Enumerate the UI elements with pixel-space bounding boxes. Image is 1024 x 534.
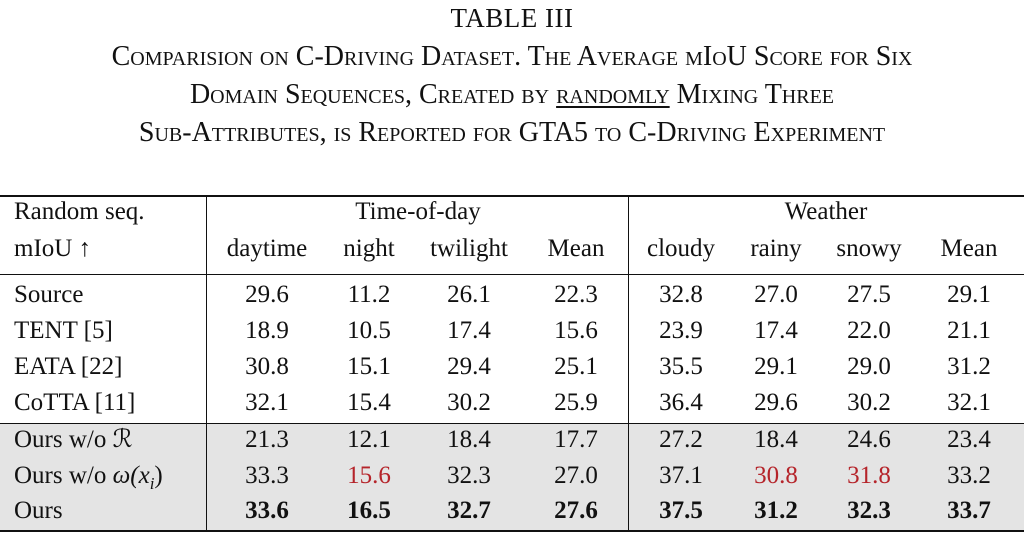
- table-cell-best: 27.6: [554, 497, 598, 524]
- mid-rule: [0, 423, 1024, 424]
- table-cell: 18.4: [447, 426, 491, 453]
- top-rule: [0, 195, 1024, 197]
- table-cell-best: 32.3: [847, 497, 891, 524]
- table-cell: 25.1: [554, 353, 598, 380]
- table-cell: 22.3: [554, 281, 598, 308]
- table-cell-best: 33.7: [947, 497, 991, 524]
- table-cell: 33.2: [947, 462, 991, 489]
- row-method-ours-wo-omega: [14, 461, 163, 499]
- col-header-rainy: rainy: [750, 235, 802, 262]
- col-header-mean-weather: Mean: [940, 235, 998, 262]
- table-cell: 17.4: [447, 317, 491, 344]
- header-random-seq: Random seq.: [14, 198, 145, 225]
- row-method-tent: TENT [5]: [14, 317, 113, 344]
- table-cell-best: 31.2: [754, 497, 798, 524]
- method-column-divider: [206, 196, 207, 532]
- table-cell: 17.4: [754, 317, 798, 344]
- table-cell-best: 33.6: [245, 497, 289, 524]
- table-cell: 31.2: [947, 353, 991, 380]
- table-cell: 15.1: [347, 353, 391, 380]
- row-method-eata: EATA [22]: [14, 353, 123, 380]
- table-cell: 27.5: [847, 281, 891, 308]
- table-cell: 29.1: [754, 353, 798, 380]
- col-header-daytime: daytime: [226, 235, 308, 262]
- table-cell: 17.7: [554, 426, 598, 453]
- table-cell: 25.9: [554, 389, 598, 416]
- table-cell: 32.3: [447, 462, 491, 489]
- bottom-rule: [0, 530, 1024, 532]
- row-method-cotta: CoTTA [11]: [14, 389, 136, 416]
- omega-math: ω(x: [112, 462, 150, 489]
- table-cell: 29.6: [754, 389, 798, 416]
- col-header-twilight: twilight: [430, 235, 508, 262]
- table-cell: 32.1: [947, 389, 991, 416]
- caption-underlined-word: randomly: [556, 79, 670, 110]
- row-method-prefix: Ours w/o: [14, 462, 113, 489]
- table-cell: 21.1: [947, 317, 991, 344]
- header-group-weather: Weather: [784, 198, 868, 225]
- table-cell-best: 16.5: [347, 497, 391, 524]
- table-cell: 18.9: [245, 317, 289, 344]
- table-cell: 29.1: [947, 281, 991, 308]
- caption-line-3-pre: Sub-Attributes, is Reported for: [138, 117, 519, 148]
- table-cell: 30.2: [847, 389, 891, 416]
- table-label: TABLE III: [450, 3, 574, 33]
- table-cell: 24.6: [847, 426, 891, 453]
- table-cell: 27.0: [754, 281, 798, 308]
- row-method-source: Source: [14, 281, 84, 308]
- row-method-ours: Ours: [14, 497, 63, 524]
- table-cell: 29.6: [245, 281, 289, 308]
- table-cell-highlight: 31.8: [847, 462, 891, 489]
- table-cell: 29.0: [847, 353, 891, 380]
- table-cell: 27.0: [554, 462, 598, 489]
- caption-line-2-pre: Domain Sequences, Created by: [189, 79, 557, 110]
- table-cell: 23.9: [659, 317, 703, 344]
- table-cell: 23.4: [947, 426, 991, 453]
- col-header-cloudy: cloudy: [646, 235, 716, 262]
- table-cell-highlight: 30.8: [754, 462, 798, 489]
- caption-dataset-name: GTA5: [518, 117, 589, 148]
- table-cell: 27.2: [659, 426, 703, 453]
- header-rule: [0, 274, 1024, 275]
- table-cell: 15.6: [554, 317, 598, 344]
- table-caption: [0, 38, 1024, 152]
- col-header-snowy: snowy: [836, 235, 902, 262]
- table-cell: 32.8: [659, 281, 703, 308]
- col-header-mean-time: Mean: [547, 235, 605, 262]
- table-cell-best: 32.7: [447, 497, 491, 524]
- table-cell: 12.1: [347, 426, 391, 453]
- table-cell: 22.0: [847, 317, 891, 344]
- table-cell: 37.1: [659, 462, 703, 489]
- table-cell: 29.4: [447, 353, 491, 380]
- table-cell: 11.2: [347, 281, 391, 308]
- table-cell: 30.2: [447, 389, 491, 416]
- caption-line-3: [0, 114, 1024, 152]
- table-cell-best: 37.5: [659, 497, 703, 524]
- header-group-time-of-day: Time-of-day: [355, 198, 481, 225]
- table-cell: 30.8: [245, 353, 289, 380]
- omega-close-paren: ): [154, 462, 163, 489]
- table-cell-highlight: 15.6: [347, 462, 391, 489]
- col-header-night: night: [343, 235, 395, 262]
- table-cell: 26.1: [447, 281, 491, 308]
- table-cell: 18.4: [754, 426, 798, 453]
- caption-line-2-post: Mixing Three: [669, 79, 835, 110]
- caption-line-2: [0, 76, 1024, 114]
- caption-line-1: Comparision on C-Driving Dataset. The Average mIoU Score for Six: [111, 41, 913, 72]
- table-cell: 35.5: [659, 353, 703, 380]
- table-cell: 33.3: [245, 462, 289, 489]
- group-column-divider: [628, 196, 629, 532]
- table-cell: 10.5: [347, 317, 391, 344]
- caption-line-3-post: to C-Driving Experiment: [588, 117, 886, 148]
- table-cell: 15.4: [347, 389, 391, 416]
- row-method-ours-wo-r: Ours w/o ℛ: [14, 426, 133, 453]
- table-cell: 36.4: [659, 389, 703, 416]
- header-miou: mIoU ↑: [14, 235, 92, 262]
- omega-subscript: i: [149, 474, 155, 493]
- table-cell: 32.1: [245, 389, 289, 416]
- table-cell: 21.3: [245, 426, 289, 453]
